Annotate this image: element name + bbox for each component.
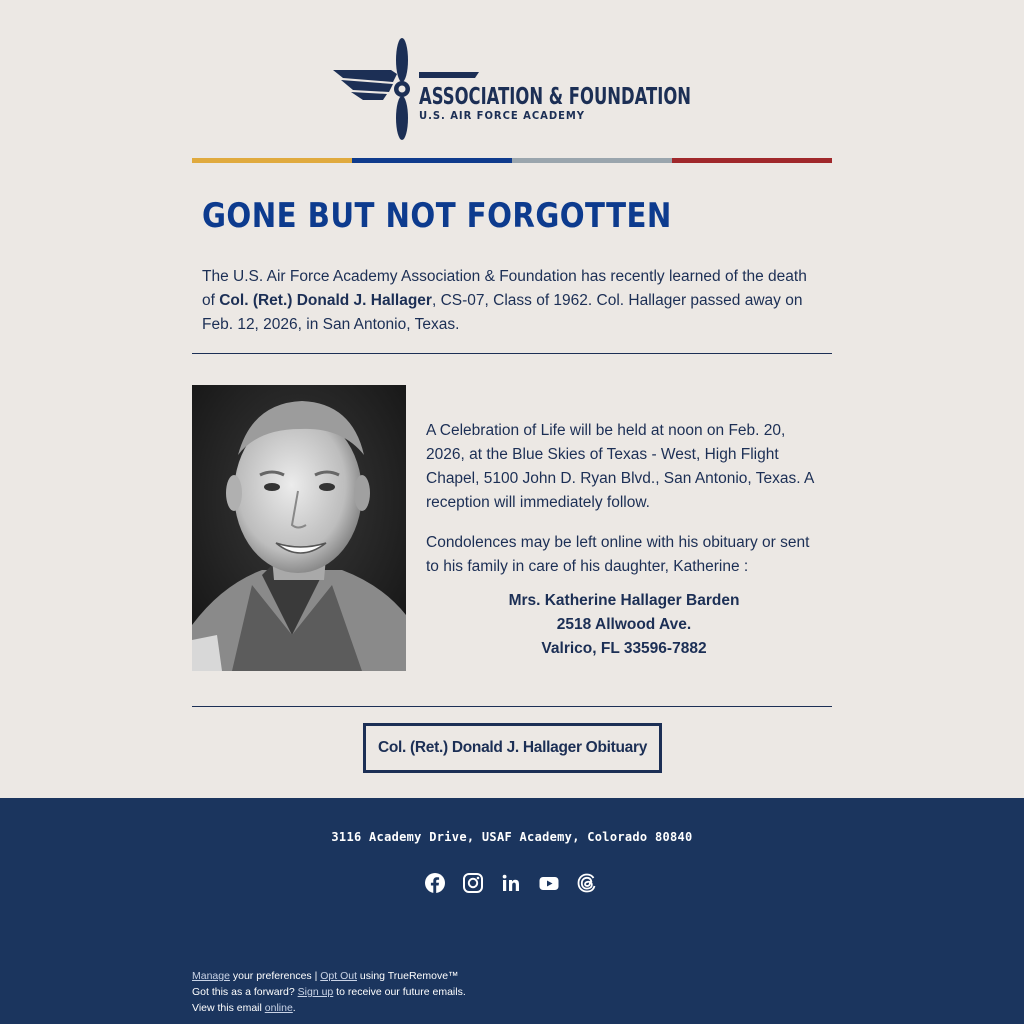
instagram-icon[interactable] [462,872,484,894]
future-text: to receive our future emails. [333,986,466,998]
stripe-gold [192,158,352,163]
stripe-red [672,158,832,163]
legal-line-2 [192,984,466,1000]
footer [0,798,1024,1024]
threads-icon[interactable] [576,872,598,894]
legal-line-3 [192,1000,466,1016]
color-stripes [192,158,832,163]
prefs-text: your preferences | [229,970,321,982]
online-link[interactable]: online [264,1002,293,1014]
mailing-address [426,589,822,661]
portrait-photo [192,385,406,671]
using-text: using TrueRemove™ [357,970,459,982]
obituary-button[interactable]: Col. (Ret.) Donald J. Hallager Obituary [363,723,662,773]
opt-out-link[interactable]: Opt Out [320,970,357,982]
period-text: . [292,1002,296,1014]
headline: GONE BUT NOT FORGOTTEN [202,196,672,236]
intro-text-2: , CS-07, Class of 1962. Col. Hallager passed away on Feb. 12, 2026, in San Antonio, Texas. [202,292,803,333]
view-text: View this email [192,1002,265,1014]
condolences-text: Condolences may be left online with his obituary or sent to his family in care of his daughter, Katherine : [426,534,810,575]
address-line-1: Mrs. Katherine Hallager Barden [508,592,740,609]
intro-paragraph [202,265,822,337]
celebration-text: A Celebration of Life will be held at noon on Feb. 20, 2026, at the Blue Skies of Texas - West, High Flight Chapel, 5100 John D. Ryan Blvd., San Antonio, Texas. A reception will immediately follow. [426,422,814,511]
youtube-icon[interactable] [538,872,560,894]
footer-address: 3116 Academy Drive, USAF Academy, Colorado 80840 [331,830,693,844]
manage-link[interactable]: Manage [192,970,230,982]
address-line-3: Valrico, FL 33596-7882 [541,640,707,657]
divider-bottom [192,706,832,707]
intro-text-1: The U.S. Air Force Academy Association & Foundation has recently learned of the death of [202,268,807,309]
deceased-name: Col. (Ret.) Donald J. Hallager [219,292,432,309]
logo-title: ASSOCIATION & FOUNDATION [419,84,691,110]
divider-top [192,353,832,354]
academy-logo[interactable] [333,38,695,142]
address-line-2: 2518 Allwood Ave. [556,616,692,633]
social-links [424,872,598,894]
stripe-navy [352,158,512,163]
legal-text [192,968,466,1016]
forward-text: Got this as a forward? [192,986,298,998]
sign-up-link[interactable]: Sign up [297,986,334,998]
stripe-gray [512,158,672,163]
linkedin-icon[interactable] [500,872,522,894]
facebook-icon[interactable] [424,872,446,894]
logo-subtitle: U.S. AIR FORCE ACADEMY [419,110,585,122]
service-details [426,419,822,661]
legal-line-1 [192,968,466,984]
